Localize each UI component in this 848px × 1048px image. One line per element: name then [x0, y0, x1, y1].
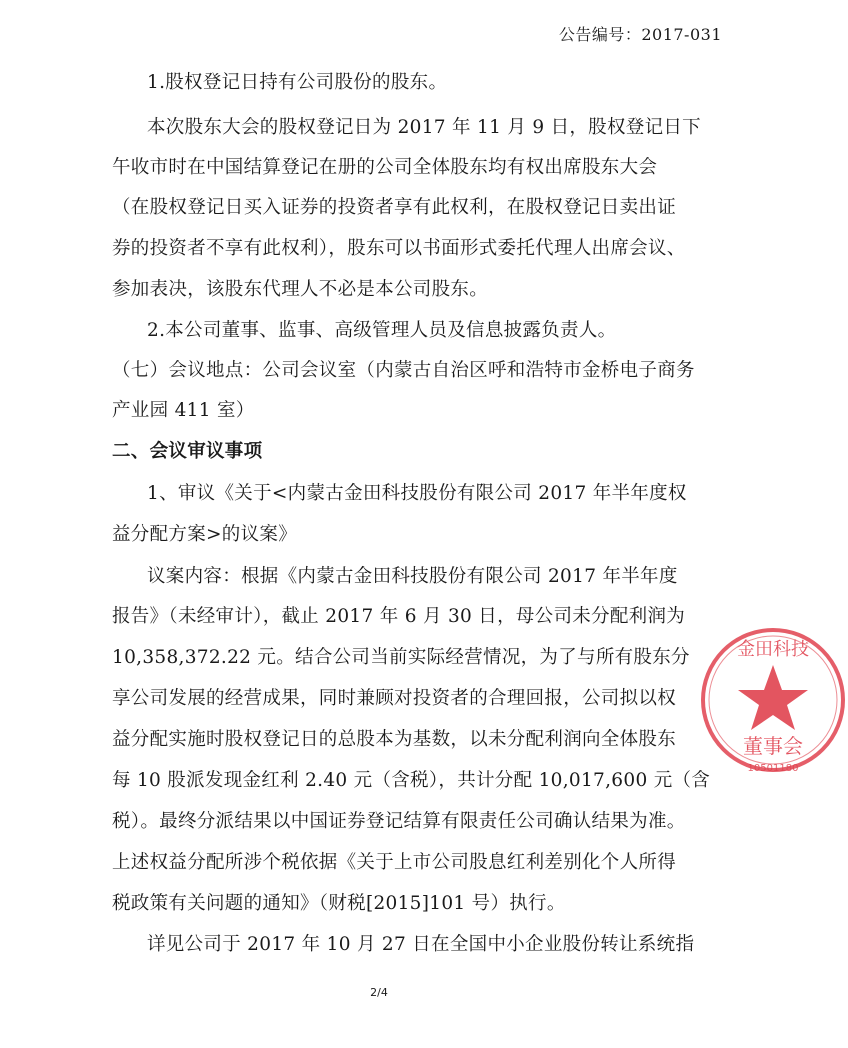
body-line: 税）。最终分派结果以中国证券登记结算有限责任公司确认结果为准。	[112, 811, 686, 832]
body-line: 2.本公司董事、监事、高级管理人员及信息披露负责人。	[147, 320, 617, 341]
seal-star-icon	[738, 665, 808, 730]
page-number: 2/4	[370, 986, 388, 999]
company-seal	[698, 625, 848, 775]
seal-serial: 10501180	[747, 763, 799, 774]
announcement-number: 公告编号：2017-031	[558, 25, 722, 44]
body-line: （七）会议地点：公司会议室（内蒙古自治区呼和浩特市金桥电子商务	[112, 360, 695, 381]
body-line: 上述权益分配所涉个税依据《关于上市公司股息红利差别化个人所得	[112, 852, 677, 873]
body-line: 详见公司于 2017 年 10 月 27 日在全国中小企业股份转让系统指	[147, 934, 695, 955]
body-line: 券的投资者不享有此权利），股东可以书面形式委托代理人出席会议、	[112, 238, 686, 259]
seal-top-text: 金田科技	[737, 639, 809, 660]
body-line: 本次股东大会的股权登记日为 2017 年 11 月 9 日，股权登记日下	[147, 117, 701, 138]
body-line: 享公司发展的经营成果，同时兼顾对投资者的合理回报，公司拟以权	[112, 688, 677, 709]
body-line: 税政策有关问题的通知》（财税[2015]101 号）执行。	[112, 893, 566, 914]
body-line: 10,358,372.22 元。结合公司当前实际经营情况，为了与所有股东分	[112, 647, 690, 668]
body-line: 1.股权登记日持有公司股份的股东。	[147, 72, 448, 93]
body-line: （在股权登记日买入证券的投资者享有此权利，在股权登记日卖出证	[112, 197, 677, 218]
section-heading: 二、会议审议事项	[112, 441, 263, 462]
body-line: 益分配实施时股权登记日的总股本为基数，以未分配利润向全体股东	[112, 729, 677, 750]
body-line: 每 10 股派发现金红利 2.40 元（含税），共计分配 10,017,600 元（含	[112, 770, 711, 791]
body-line: 益分配方案>的议案》	[112, 524, 298, 545]
body-line: 产业园 411 室）	[112, 400, 255, 421]
body-line: 1、审议《关于<内蒙古金田科技股份有限公司 2017 年半年度权	[147, 483, 687, 504]
seal-bottom-text: 董事会	[743, 734, 803, 758]
body-line: 议案内容：根据《内蒙古金田科技股份有限公司 2017 年半年度	[147, 566, 678, 587]
body-line: 报告》（未经审计），截止 2017 年 6 月 30 日，母公司未分配利润为	[112, 606, 686, 627]
body-line: 午收市时在中国结算登记在册的公司全体股东均有权出席股东大会	[112, 157, 658, 178]
body-line: 参加表决，该股东代理人不必是本公司股东。	[112, 279, 489, 300]
